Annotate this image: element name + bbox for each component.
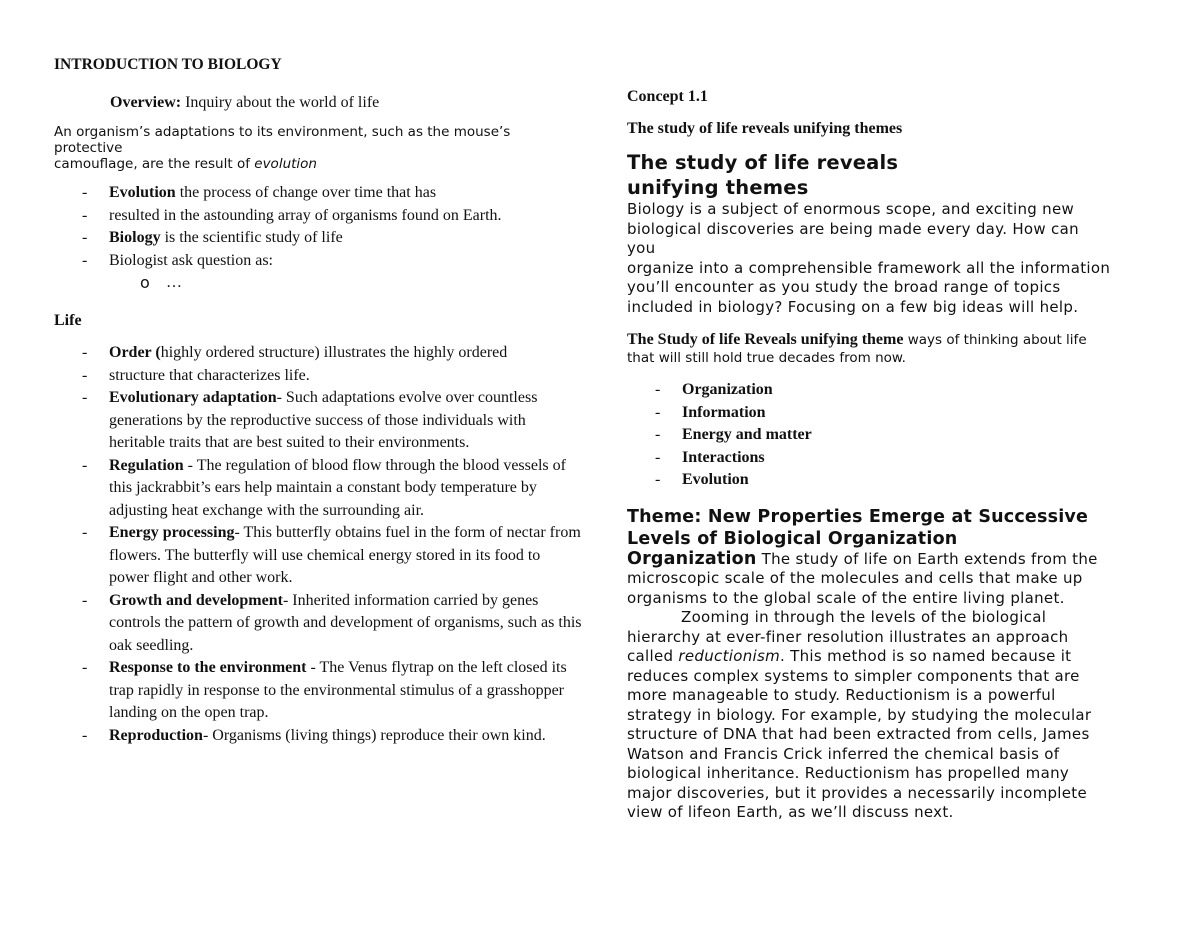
unifying-theme-line xyxy=(627,331,1157,367)
document-title: INTRODUCTION TO BIOLOGY xyxy=(54,56,282,73)
list-item xyxy=(54,342,584,365)
list-item xyxy=(54,205,584,228)
theme-label: Energy and matter xyxy=(682,426,812,443)
list-term: Response to the environment xyxy=(109,659,307,676)
unifying-theme-text-1: ways of thinking about life xyxy=(903,332,1087,348)
dash-bullet: - xyxy=(82,659,88,676)
overview-label: Overview: xyxy=(110,94,182,111)
theme-item xyxy=(627,424,1157,447)
intro-line: included in biology? Focusing on a few big ideas will help. xyxy=(627,297,1079,316)
list-item xyxy=(54,387,584,455)
sub-list-item xyxy=(140,272,584,294)
theme-label: Interactions xyxy=(682,448,765,466)
dash-bullet: - xyxy=(82,229,88,246)
life-list xyxy=(54,342,584,747)
list-item xyxy=(54,227,584,250)
intro-line: you’ll encounter as you study the broad range of topics xyxy=(627,278,1061,296)
adaptation-note xyxy=(54,124,534,172)
section-heading xyxy=(627,150,1157,200)
list-term: Growth and development xyxy=(109,591,283,609)
dash-bullet: - xyxy=(655,471,661,488)
list-text: the process of change over time that has xyxy=(175,184,437,201)
list-item xyxy=(54,365,584,388)
organization-lead: Organization xyxy=(627,548,757,569)
dash-bullet: - xyxy=(82,389,88,406)
list-text: structure that characterizes life. xyxy=(109,366,310,384)
dash-bullet: - xyxy=(82,726,88,744)
theme-label: Evolution xyxy=(682,471,749,488)
dash-bullet: - xyxy=(655,381,661,398)
right-column xyxy=(627,88,1157,823)
dash-bullet: - xyxy=(82,366,88,384)
theme-label: Information xyxy=(682,403,766,421)
theme-heading-line-1: Theme: New Properties Emerge at Successive xyxy=(627,506,1089,527)
list-item xyxy=(54,250,584,273)
list-text: resulted in the astounding array of organisms found on Earth. xyxy=(109,206,502,224)
adaptation-emphasis: evolution xyxy=(254,156,317,172)
life-heading: Life xyxy=(54,312,82,329)
org-line: hierarchy at ever-finer resolution illustrates an approach xyxy=(627,627,1069,646)
list-term: Regulation xyxy=(109,456,184,474)
sub-list-text: … xyxy=(166,274,182,291)
org-line: more manageable to study. Reductionism is a powerful xyxy=(627,686,1056,704)
list-text: Biologist ask question as: xyxy=(109,251,273,269)
intro-paragraph xyxy=(627,200,1157,317)
org-line: organisms to the global scale of the entire living planet. xyxy=(627,588,1065,607)
list-text: is the scientific study of life xyxy=(160,229,343,246)
adaptation-line-1: An organism’s adaptations to its environment, such as the mouse’s protective xyxy=(54,124,511,156)
section-heading-line-1: The study of life reveals xyxy=(627,151,899,174)
dash-bullet: - xyxy=(82,251,88,269)
org-line: . This method is so named because it xyxy=(780,647,1072,665)
dash-bullet: - xyxy=(82,206,88,224)
left-column xyxy=(54,56,584,747)
org-line: Watson and Francis Crick inferred the chemical basis of xyxy=(627,744,1060,763)
theme-label: Organization xyxy=(682,381,773,398)
theme-item xyxy=(627,447,1157,470)
list-term: Biology xyxy=(109,229,161,246)
list-text: - The regulation of blood flow through the blood vessels of this jackrabbit’s ears help maintain a constant body temperature by adjusting heat exchange with the surrounding air. xyxy=(109,456,566,519)
dash-bullet: - xyxy=(82,456,88,474)
list-item xyxy=(54,657,584,725)
theme-heading xyxy=(627,506,1157,550)
org-line: major discoveries, but it provides a necessarily incomplete xyxy=(627,783,1088,802)
org-line: The study of life on Earth extends from the xyxy=(756,549,1098,568)
dash-bullet: - xyxy=(82,184,88,201)
adaptation-line-2: camouflage, are the result of xyxy=(54,156,255,172)
org-line: microscopic scale of the molecules and cells that make up xyxy=(627,569,1083,587)
theme-item xyxy=(627,469,1157,492)
intro-line: biological discoveries are being made every day. How can xyxy=(627,219,1079,238)
org-line: strategy in biology. For example, by studying the molecular xyxy=(627,705,1092,724)
overview-text: Inquiry about the world of life xyxy=(181,94,380,111)
theme-heading-line-2: Levels of Biological Organization xyxy=(627,528,958,549)
org-line: Zooming in through the levels of the biological xyxy=(681,608,1047,626)
list-item xyxy=(54,725,584,748)
list-text: - The Venus flytrap on the left closed its trap rapidly in response to the environmental stimulus of a grasshopper landing on the open trap. xyxy=(109,659,567,721)
dash-bullet: - xyxy=(655,448,661,466)
dash-bullet: - xyxy=(655,403,661,421)
list-text: - This butterfly obtains fuel in the form of nectar from flowers. The butterfly will use chemical energy stored in its food to power flight and other work. xyxy=(109,524,581,586)
list-term: Evolution xyxy=(109,184,176,201)
organization-paragraph xyxy=(627,550,1157,823)
org-line: called xyxy=(627,647,679,665)
list-term: Order ( xyxy=(109,344,161,361)
circle-bullet: o xyxy=(140,273,150,292)
intro-list xyxy=(54,182,584,272)
list-text: - Such adaptations evolve over countless generations by the reproductive success of those individuals with heritable traits that are best suited to their environments. xyxy=(109,389,538,451)
concept-subtitle: The study of life reveals unifying themes xyxy=(627,120,903,137)
dash-bullet: - xyxy=(655,426,661,443)
sub-list xyxy=(54,272,584,294)
themes-list xyxy=(627,379,1157,492)
dash-bullet: - xyxy=(82,524,88,541)
org-line: view of lifeon Earth, as we’ll discuss next. xyxy=(627,803,954,821)
concept-label: Concept 1.1 xyxy=(627,88,708,105)
unifying-theme-text-2: that will still hold true decades from now. xyxy=(627,350,906,366)
org-line: biological inheritance. Reductionism has propelled many xyxy=(627,764,1070,782)
theme-item xyxy=(627,379,1157,402)
list-term: Evolutionary adaptation xyxy=(109,389,277,406)
list-text: highly ordered structure) illustrates the highly ordered xyxy=(160,344,508,361)
theme-item xyxy=(627,402,1157,425)
section-heading-line-2: unifying themes xyxy=(627,176,809,199)
list-term: Reproduction xyxy=(109,726,203,744)
intro-line: you xyxy=(627,239,656,257)
intro-line: Biology is a subject of enormous scope, and exciting new xyxy=(627,200,1075,218)
list-text: - Organisms (living things) reproduce their own kind. xyxy=(202,726,546,744)
intro-line: organize into a comprehensible framework all the information xyxy=(627,258,1111,277)
list-item xyxy=(54,590,584,658)
list-item xyxy=(54,182,584,205)
reductionism-term: reductionism xyxy=(678,647,781,665)
list-text: - Inherited information carried by genes controls the pattern of growth and development of organisms, such as this oak seedling. xyxy=(109,591,582,654)
list-item xyxy=(54,522,584,590)
org-line: reduces complex systems to simpler components that are xyxy=(627,666,1080,685)
dash-bullet: - xyxy=(82,591,88,609)
overview-line xyxy=(110,94,584,112)
unifying-theme-bold: The Study of life Reveals unifying theme xyxy=(627,331,904,348)
dash-bullet: - xyxy=(82,344,88,361)
list-item xyxy=(54,455,584,523)
org-line: structure of DNA that had been extracted from cells, James xyxy=(627,725,1090,743)
list-term: Energy processing xyxy=(109,524,235,541)
